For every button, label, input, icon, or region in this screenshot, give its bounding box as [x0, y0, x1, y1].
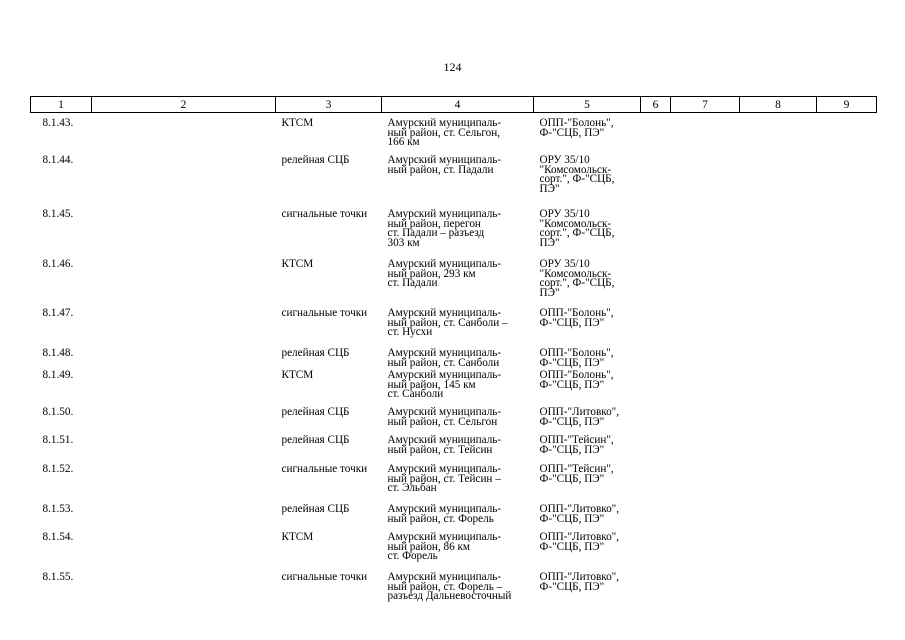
- row-number: 8.1.53.: [42, 503, 74, 515]
- row-col-7: [671, 210, 740, 260]
- row-location: Амурский муниципаль- ный район, перегон ст. Падали – разъезд 303 км: [387, 208, 502, 249]
- row-col-8: [740, 533, 817, 573]
- row-col-2: [92, 573, 276, 611]
- row-object-type: релейная СЦБ: [281, 503, 350, 515]
- row-col-6: [641, 533, 671, 573]
- row-location: Амурский муниципаль- ный район, ст. Санболи – ст. Нусхи: [387, 307, 508, 338]
- row-col-9: [817, 309, 877, 349]
- table-row: [31, 408, 877, 436]
- row-col-2: [92, 309, 276, 349]
- row-power-source: ОПП-"Литовко", Ф-"СЦБ, ПЭ": [539, 531, 620, 553]
- row-col-9: [817, 436, 877, 465]
- row-col-7: [671, 465, 740, 505]
- row-location: Амурский муниципаль- ный район, 293 км ст. Падали: [387, 258, 502, 289]
- row-location: Амурский муниципаль- ный район, ст. Тейсин – ст. Эльбан: [387, 463, 502, 494]
- row-col-2: [92, 349, 276, 371]
- table-row: [31, 465, 877, 505]
- row-col-7: [671, 573, 740, 611]
- row-power-source: ОРУ 35/10 "Комсомольск- сорт.", Ф-"СЦБ, ПЭ": [539, 208, 615, 249]
- row-col-7: [671, 349, 740, 371]
- row-object-type: КТСМ: [281, 369, 314, 381]
- row-number: 8.1.54.: [42, 531, 74, 543]
- row-location: Амурский муниципаль- ный район, ст. Сельгон, 166 км: [387, 117, 502, 148]
- header-col-6: 6: [641, 97, 671, 113]
- table-row: [31, 156, 877, 210]
- header-col-8: 8: [740, 97, 817, 113]
- row-col-9: [817, 533, 877, 573]
- row-col-6: [641, 505, 671, 533]
- row-col-2: [92, 260, 276, 309]
- header-col-7: 7: [671, 97, 740, 113]
- header-col-3: 3: [276, 97, 382, 113]
- row-col-2: [92, 505, 276, 533]
- header-row: [31, 97, 877, 113]
- row-object-type: релейная СЦБ: [281, 434, 350, 446]
- table-body: [31, 113, 877, 612]
- row-col-9: [817, 210, 877, 260]
- row-number: 8.1.46.: [42, 258, 74, 270]
- table-row: [31, 505, 877, 533]
- row-col-6: [641, 408, 671, 436]
- row-col-7: [671, 260, 740, 309]
- row-col-9: [817, 573, 877, 611]
- row-col-7: [671, 119, 740, 156]
- row-col-9: [817, 465, 877, 505]
- table-row: [31, 349, 877, 371]
- row-col-7: [671, 156, 740, 210]
- row-col-2: [92, 533, 276, 573]
- row-power-source: ОРУ 35/10 "Комсомольск- сорт.", Ф-"СЦБ, ПЭ": [539, 154, 615, 195]
- row-col-8: [740, 573, 817, 611]
- table-row: [31, 371, 877, 408]
- row-col-2: [92, 371, 276, 408]
- row-power-source: ОПП-"Литовко", Ф-"СЦБ, ПЭ": [539, 571, 620, 593]
- row-number: 8.1.48.: [42, 347, 74, 359]
- row-object-type: сигнальные точки: [281, 571, 368, 583]
- row-col-6: [641, 309, 671, 349]
- header-col-1: 1: [31, 97, 92, 113]
- row-location: Амурский муниципаль- ный район, ст. Форель: [387, 503, 502, 525]
- row-col-8: [740, 156, 817, 210]
- data-table: [30, 96, 877, 611]
- row-power-source: ОПП-"Литовко", Ф-"СЦБ, ПЭ": [539, 503, 620, 525]
- row-col-9: [817, 156, 877, 210]
- row-location: Амурский муниципаль- ный район, ст. Форель – разъезд Дальневосточный: [387, 571, 512, 602]
- row-col-6: [641, 573, 671, 611]
- row-object-type: КТСМ: [281, 531, 314, 543]
- table-row: [31, 119, 877, 156]
- row-col-7: [671, 408, 740, 436]
- row-col-8: [740, 465, 817, 505]
- row-col-8: [740, 309, 817, 349]
- header-col-2: 2: [92, 97, 276, 113]
- row-col-2: [92, 210, 276, 260]
- row-object-type: КТСМ: [281, 258, 314, 270]
- row-location: Амурский муниципаль- ный район, 145 км ст. Санболи: [387, 369, 502, 400]
- row-col-2: [92, 465, 276, 505]
- row-col-6: [641, 119, 671, 156]
- row-col-8: [740, 436, 817, 465]
- row-col-2: [92, 408, 276, 436]
- row-col-2: [92, 436, 276, 465]
- table-row: [31, 573, 877, 611]
- row-object-type: сигнальные точки: [281, 463, 368, 475]
- row-col-7: [671, 533, 740, 573]
- row-col-9: [817, 505, 877, 533]
- header-col-4: 4: [382, 97, 534, 113]
- row-col-6: [641, 210, 671, 260]
- row-location: Амурский муниципаль- ный район, ст. Падали: [387, 154, 502, 176]
- row-col-7: [671, 309, 740, 349]
- table-row: [31, 436, 877, 465]
- row-col-9: [817, 408, 877, 436]
- row-col-6: [641, 371, 671, 408]
- row-location: Амурский муниципаль- ный район, ст. Сельгон: [387, 406, 502, 428]
- row-col-6: [641, 436, 671, 465]
- table-row: [31, 260, 877, 309]
- row-power-source: ОПП-"Болонь", Ф-"СЦБ, ПЭ": [539, 369, 614, 391]
- row-col-6: [641, 156, 671, 210]
- row-power-source: ОРУ 35/10 "Комсомольск- сорт.", Ф-"СЦБ, ПЭ": [539, 258, 615, 299]
- row-col-6: [641, 349, 671, 371]
- row-col-7: [671, 436, 740, 465]
- row-location: Амурский муниципаль- ный район, 86 км ст. Форель: [387, 531, 502, 562]
- row-col-7: [671, 505, 740, 533]
- row-col-9: [817, 260, 877, 309]
- row-number: 8.1.49.: [42, 369, 74, 381]
- row-col-9: [817, 349, 877, 371]
- row-col-8: [740, 119, 817, 156]
- row-col-8: [740, 371, 817, 408]
- row-power-source: ОПП-"Литовко", Ф-"СЦБ, ПЭ": [539, 406, 620, 428]
- row-power-source: ОПП-"Болонь", Ф-"СЦБ, ПЭ": [539, 307, 614, 329]
- row-object-type: релейная СЦБ: [281, 406, 350, 418]
- row-col-2: [92, 156, 276, 210]
- row-location: Амурский муниципаль- ный район, ст. Тейсин: [387, 434, 502, 456]
- row-number: 8.1.43.: [42, 117, 74, 129]
- table-row: [31, 533, 877, 573]
- row-power-source: ОПП-"Болонь", Ф-"СЦБ, ПЭ": [539, 117, 614, 139]
- row-power-source: ОПП-"Тейсин", Ф-"СЦБ, ПЭ": [539, 434, 614, 456]
- row-col-9: [817, 119, 877, 156]
- row-col-8: [740, 505, 817, 533]
- row-object-type: релейная СЦБ: [281, 154, 350, 166]
- row-col-6: [641, 465, 671, 505]
- row-object-type: КТСМ: [281, 117, 314, 129]
- page-number: 124: [443, 60, 462, 74]
- table-row: [31, 210, 877, 260]
- row-object-type: релейная СЦБ: [281, 347, 350, 359]
- row-number: 8.1.47.: [42, 307, 74, 319]
- row-number: 8.1.52.: [42, 463, 74, 475]
- row-object-type: сигнальные точки: [281, 307, 368, 319]
- row-power-source: ОПП-"Тейсин", Ф-"СЦБ, ПЭ": [539, 463, 614, 485]
- row-location: Амурский муниципаль- ный район, ст. Санболи: [387, 347, 502, 369]
- row-number: 8.1.50.: [42, 406, 74, 418]
- row-col-8: [740, 349, 817, 371]
- row-number: 8.1.44.: [42, 154, 74, 166]
- row-col-7: [671, 371, 740, 408]
- row-col-8: [740, 408, 817, 436]
- row-number: 8.1.45.: [42, 208, 74, 220]
- table-row: [31, 309, 877, 349]
- row-object-type: сигнальные точки: [281, 208, 368, 220]
- row-power-source: ОПП-"Болонь", Ф-"СЦБ, ПЭ": [539, 347, 614, 369]
- row-col-8: [740, 210, 817, 260]
- row-col-8: [740, 260, 817, 309]
- row-number: 8.1.51.: [42, 434, 74, 446]
- row-col-2: [92, 119, 276, 156]
- header-col-5: 5: [534, 97, 641, 113]
- row-number: 8.1.55.: [42, 571, 74, 583]
- row-col-6: [641, 260, 671, 309]
- row-col-9: [817, 371, 877, 408]
- header-col-9: 9: [817, 97, 877, 113]
